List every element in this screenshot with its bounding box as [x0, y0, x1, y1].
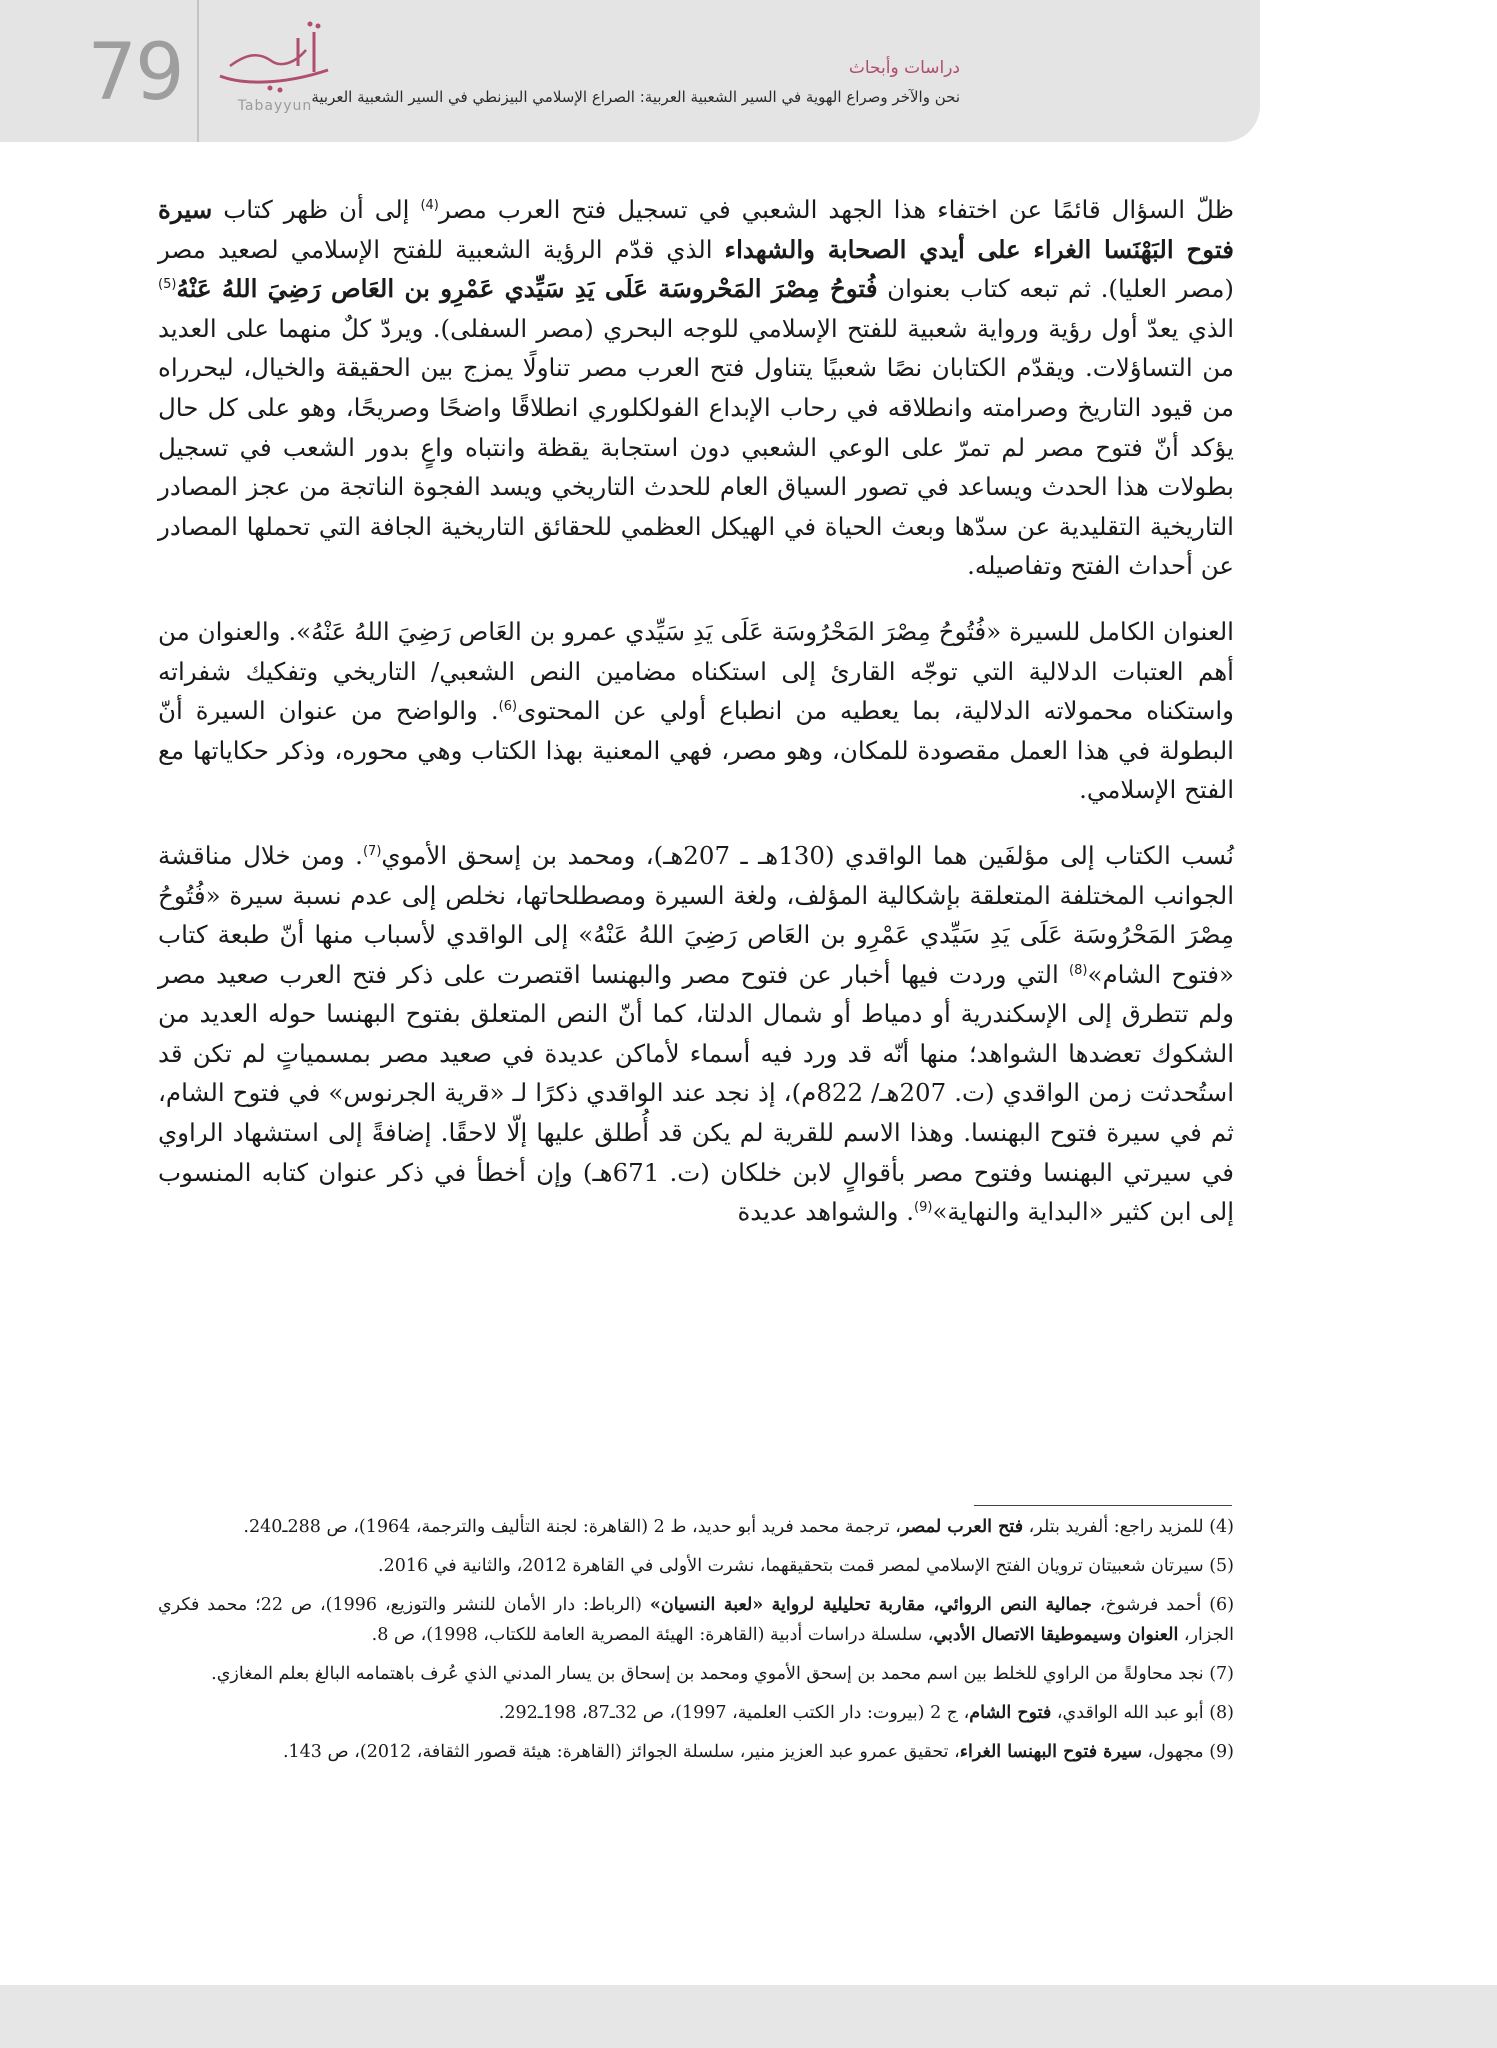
journal-logo — [210, 14, 340, 124]
footnote-ref-8[interactable]: (8) — [1069, 962, 1088, 978]
footnote-ref-9[interactable]: (9) — [914, 1200, 933, 1216]
paragraph-3: نُسب الكتاب إلى مؤلفَين هما الواقدي (130هـ ـ 207هـ)، ومحمد بن إسحق الأموي$^{(7)}$. ومن خلال مناقشة الجوانب المختلفة المتعلقة بإشكالية المؤلف، ولغة السيرة ومصطلحاتها، نخلص إلى عدم نسبة سيرة «فُتُوحُ مِصْرَ المَحْرُوسَة عَلَى يَدِ سَيِّدي عَمْرِو بن العَاص رَضِيَ اللهُ عَنْهُ» إلى الواقدي لأسباب منها أنّ طبعة كتاب «فتوح الشام»$^{(8)}$ التي وردت فيها أخبار عن فتوح مصر والبهنسا اقتصرت على ذكر فتح العرب صعيد مصر ولم تتطرق إلى الإسكندرية أو دمياط أو شمال الدلتا، كما أنّ النص المتعلق بفتوح البهنسا حوله العديد من الشكوك تعضدها الشواهد؛ منها أنّه قد ورد فيه أسماء لأماكن عديدة في صعيد مصر بمسمياتٍ لم تكن قد استُحدثت زمن الواقدي (ت. 207هـ/ 822م)، إذ نجد عند الواقدي ذكرًا لـ «قرية الجرنوس» في فتوح الشام، ثم في سيرة فتوح البهنسا. وهذا الاسم للقرية لم يكن قد أُطلق عليها إلّا لاحقًا. إضافةً إلى استشهاد الراوي في سيرتي البهنسا وفتوح مصر بأقوالٍ لابن خلكان (ت. 671هـ) وإن أخطأ في ذكر عنوان كتابه المنسوب إلى ابن كثير «البداية والنهاية»$^{(9)}$. والشواهد عديدة — [158, 840, 1235, 1227]
footnote-8: (8) أبو عبد الله الواقدي، فتوح الشام، ج 2 (بيروت: دار الكتب العلمية، 1997)، ص 32ـ87، 198ـ292. — [498, 1703, 1234, 1723]
bottom-band — [0, 1985, 1497, 2048]
footnote-separator — [974, 1505, 1232, 1506]
footnote-ref-5[interactable]: (5) — [158, 277, 177, 293]
footnote-6: (6) أحمد فرشوخ، جمالية النص الروائي، مقاربة تحليلية لرواية «لعبة النسيان» (الرباط: دار الأمان للنشر والتوزيع، 1996)، ص 22؛ محمد فكري الجزار، العنوان وسيموطيقا الاتصال الأدبي، سلسلة دراسات أدبية (القاهرة: الهيئة المصرية العامة للكتاب، 1998)، ص 8. — [158, 1595, 1235, 1645]
footnote-9: (9) مجهول، سيرة فتوح البهنسا الغراء، تحقيق عمرو عبد العزيز منير، سلسلة الجوائز (القاهرة: هيئة قصور الثقافة، 2012)، ص 143. — [282, 1742, 1234, 1762]
paragraph-1: ظلّ السؤال قائمًا عن اختفاء هذا الجهد الشعبي في تسجيل فتح العرب مصر$^{(4)}$ إلى أن ظهر كتاب سيرة فتوح البَهْنَسا الغراء على أيدي الصحابة والشهداء الذي قدّم الرؤية الشعبية للفتح الإسلامي لصعيد مصر (مصر العليا). ثم تبعه كتاب بعنوان فُتوحُ مِصْرَ المَحْروسَة عَلَى يَدِ سَيِّدي عَمْرِو بن العَاص رَضِيَ اللهُ عَنْهُ$^{(5)}$ الذي يعدّ أول رؤية ورواية شعبية للفتح الإسلامي للوجه البحري (مصر السفلى). ويردّ كلٌ منهما على العديد من التساؤلات. ويقدّم الكتابان نصًا شعبيًا يتناول فتح العرب مصر تناولًا يمزج بين الحقيقة والخيال، ليحرراه من قيود التاريخ وصرامته وانطلاقه في رحاب الإبداع الفولكلوري انطلاقًا واضحًا وصريحًا، وهو على كل حال يؤكد أنّ فتوح مصر لم تمرّ على الوعي الشعبي دون استجابة يقظة وانتباه واعٍ بدور الشعب في تسجيل بطولات هذا الحدث ويساعد في تصور السياق العام للحدث التاريخي ويسد الفجوة الناتجة من عجز المصادر التاريخية التقليدية عن سدّها وبعث الحياة في الهيكل العظمي للحقائق التاريخية الجافة التي تحملها المصادر عن أحداث الفتح وتفاصيله. — [158, 195, 1235, 581]
footnote-ref-4[interactable]: (4) — [420, 197, 439, 213]
logo-latin-text: Tabayyun — [237, 98, 313, 114]
footnote-ref-7[interactable]: (7) — [362, 843, 382, 859]
book-title-futuh-misr: فُتوحُ مِصْرَ المَحْروسَة عَلَى يَدِ سَيِّدي عَمْرِو بن العَاص رَضِيَ اللهُ عَنْهُ — [176, 274, 878, 304]
footnote-ref-6[interactable]: (6) — [498, 698, 518, 714]
running-title: نحن والآخر وصراع الهوية في السير الشعبية العربية: الصراع الإسلامي البيزنطي في السير الشعبية العربية — [311, 88, 960, 106]
paragraph-2: العنوان الكامل للسيرة «فُتُوحُ مِصْرَ المَحْرُوسَة عَلَى يَدِ سَيِّدي عمرو بن العَاص رَضِيَ اللهُ عَنْهُ». والعنوان من أهم العتبات الدلالية التي توجّه القارئ إلى استكناه مضامين النص الشعبي/ التاريخي وتفكيك شفراته واستكناه محمولاته الدلالية، بما يعطيه من انطباع أولي عن المحتوى$^{(6)}$. والواضح من عنوان السيرة أنّ البطولة في هذا العمل مقصودة للمكان، وهو مصر، فهي المعنية بهذا الكتاب وهي محوره، وذكر حكاياتها مع الفتح الإسلامي. — [158, 616, 1234, 805]
footnote-7: (7) نجد محاولةً من الراوي للخلط بين اسم محمد بن إسحق الأموي ومحمد بن إسحاق بن يسار المدني الذي عُرف باهتمامه البالغ بعلم المغازي. — [211, 1664, 1234, 1684]
header-divider — [197, 0, 199, 142]
section-label: دراسات وأبحاث — [848, 58, 960, 78]
book-title-bahnasa: سيرة فتوح البَهْنَسا الغراء على أيدي الصحابة والشهداء — [158, 195, 1234, 264]
page-header — [0, 0, 1260, 142]
footnote-5: (5) سيرتان شعبيتان ترويان الفتح الإسلامي لمصر قمت بتحقيقهما، نشرت الأولى في القاهرة 2012، والثانية في 2016. — [378, 1556, 1234, 1576]
footnote-4: (4) للمزيد راجع: ألفريد بتلر، فتح العرب لمصر، ترجمة محمد فريد أبو حديد، ط 2 (القاهرة: لجنة التأليف والترجمة، 1964)، ص 288ـ240. — [243, 1517, 1234, 1537]
footnotes — [158, 1512, 1234, 1776]
article-body — [158, 190, 1234, 1258]
page-number: 79 — [87, 28, 183, 118]
